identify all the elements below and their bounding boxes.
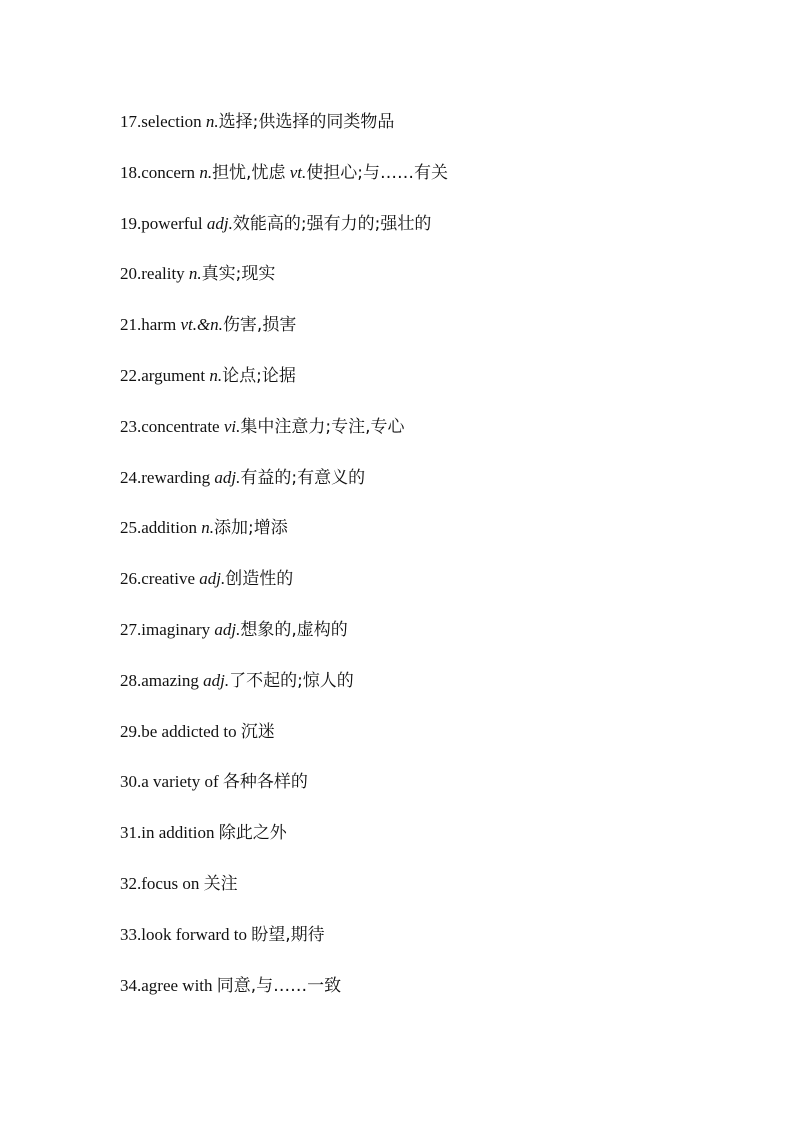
item-term: selection (141, 112, 202, 131)
item-term: argument (141, 365, 206, 385)
vocab-item (120, 972, 448, 1023)
item-term: harm (141, 315, 177, 335)
item-meaning: 除此之外 (218, 823, 287, 844)
item-term: creative (141, 569, 196, 589)
item-term: look forward to (141, 924, 248, 944)
vocab-item (120, 667, 448, 718)
item-number: 29. (120, 721, 142, 741)
item-number: 34. (120, 975, 142, 995)
item-part-of-speech: adj. (214, 619, 241, 639)
item-meaning: 沉迷 (240, 721, 275, 742)
vocabulary-list (120, 108, 448, 1022)
item-term: imaginary (141, 619, 211, 639)
item-term: agree with (141, 975, 213, 995)
vocab-item (120, 260, 448, 311)
item-number: 28. (120, 670, 142, 690)
item-meaning: 真实;现实 (201, 264, 276, 285)
item-meaning-2: 使担心;与……有关 (306, 162, 448, 183)
vocab-item (120, 108, 448, 159)
item-number: 18. (120, 162, 142, 182)
item-part-of-speech: adj. (206, 213, 233, 233)
item-meaning: 论点;论据 (222, 365, 296, 386)
item-meaning: 选择;供选择的同类物品 (218, 112, 395, 132)
item-part-of-speech: n. (205, 112, 219, 131)
item-term: concentrate (141, 416, 220, 436)
item-part-of-speech: n. (199, 162, 213, 182)
item-term: a variety of (141, 772, 219, 792)
item-term: powerful (141, 213, 203, 233)
item-number: 26. (120, 569, 142, 589)
vocab-item (120, 311, 448, 362)
item-number: 23. (120, 416, 142, 436)
vocab-item (120, 159, 448, 210)
item-term: addition (141, 518, 197, 538)
item-meaning: 想象的,虚构的 (240, 619, 348, 640)
vocab-item (120, 464, 448, 515)
item-part-of-speech: adj. (214, 467, 241, 487)
item-part-of-speech: n. (201, 518, 214, 538)
item-part-of-speech: vi. (223, 416, 241, 436)
item-meaning: 有益的;有意义的 (240, 467, 366, 488)
item-term: reality (141, 264, 185, 284)
item-meaning: 集中注意力;专注,专心 (240, 416, 405, 437)
vocab-item (120, 921, 448, 972)
item-number: 19. (120, 213, 142, 233)
item-term: focus on (141, 873, 200, 893)
item-meaning: 创造性的 (225, 569, 294, 590)
item-meaning: 添加;增添 (213, 518, 288, 539)
vocab-item (120, 768, 448, 819)
item-part-of-speech: adj. (199, 569, 226, 589)
item-meaning: 各种各样的 (222, 772, 308, 793)
item-number: 24. (120, 467, 142, 487)
item-meaning: 担忧,忧虑 (212, 162, 286, 183)
vocab-item (120, 210, 448, 261)
item-number: 27. (120, 619, 142, 639)
item-number: 21. (120, 315, 142, 335)
item-number: 20. (120, 264, 142, 284)
vocab-item (120, 718, 448, 769)
item-term: amazing (141, 670, 199, 690)
item-meaning: 同意,与……一致 (216, 975, 342, 996)
item-number: 25. (120, 518, 142, 538)
vocab-item (120, 616, 448, 667)
item-term: concern (141, 162, 196, 182)
vocab-item (120, 565, 448, 616)
item-part-of-speech: vt.&n. (180, 315, 223, 335)
vocab-item (120, 870, 448, 921)
vocab-item (120, 514, 448, 565)
item-meaning: 盼望,期待 (251, 924, 325, 945)
item-number: 30. (120, 772, 142, 792)
item-term: rewarding (141, 467, 211, 487)
item-number: 33. (120, 924, 142, 944)
item-meaning: 效能高的;强有力的;强壮的 (232, 213, 432, 234)
item-part-of-speech: n. (188, 264, 202, 284)
vocab-item (120, 362, 448, 413)
item-meaning: 伤害,损害 (222, 315, 297, 336)
item-number: 32. (120, 873, 142, 893)
item-number: 31. (120, 823, 142, 843)
item-meaning: 了不起的;惊人的 (229, 670, 354, 691)
item-term: in addition (141, 823, 215, 843)
vocab-item (120, 819, 448, 870)
item-meaning: 关注 (203, 873, 238, 894)
item-number: 22. (120, 365, 142, 385)
item-term: be addicted to (141, 721, 237, 741)
item-part-of-speech: n. (209, 365, 223, 385)
item-part-of-speech-2: vt. (289, 162, 307, 182)
item-number: 17. (120, 112, 142, 131)
item-part-of-speech: adj. (203, 670, 230, 690)
vocab-item (120, 413, 448, 464)
